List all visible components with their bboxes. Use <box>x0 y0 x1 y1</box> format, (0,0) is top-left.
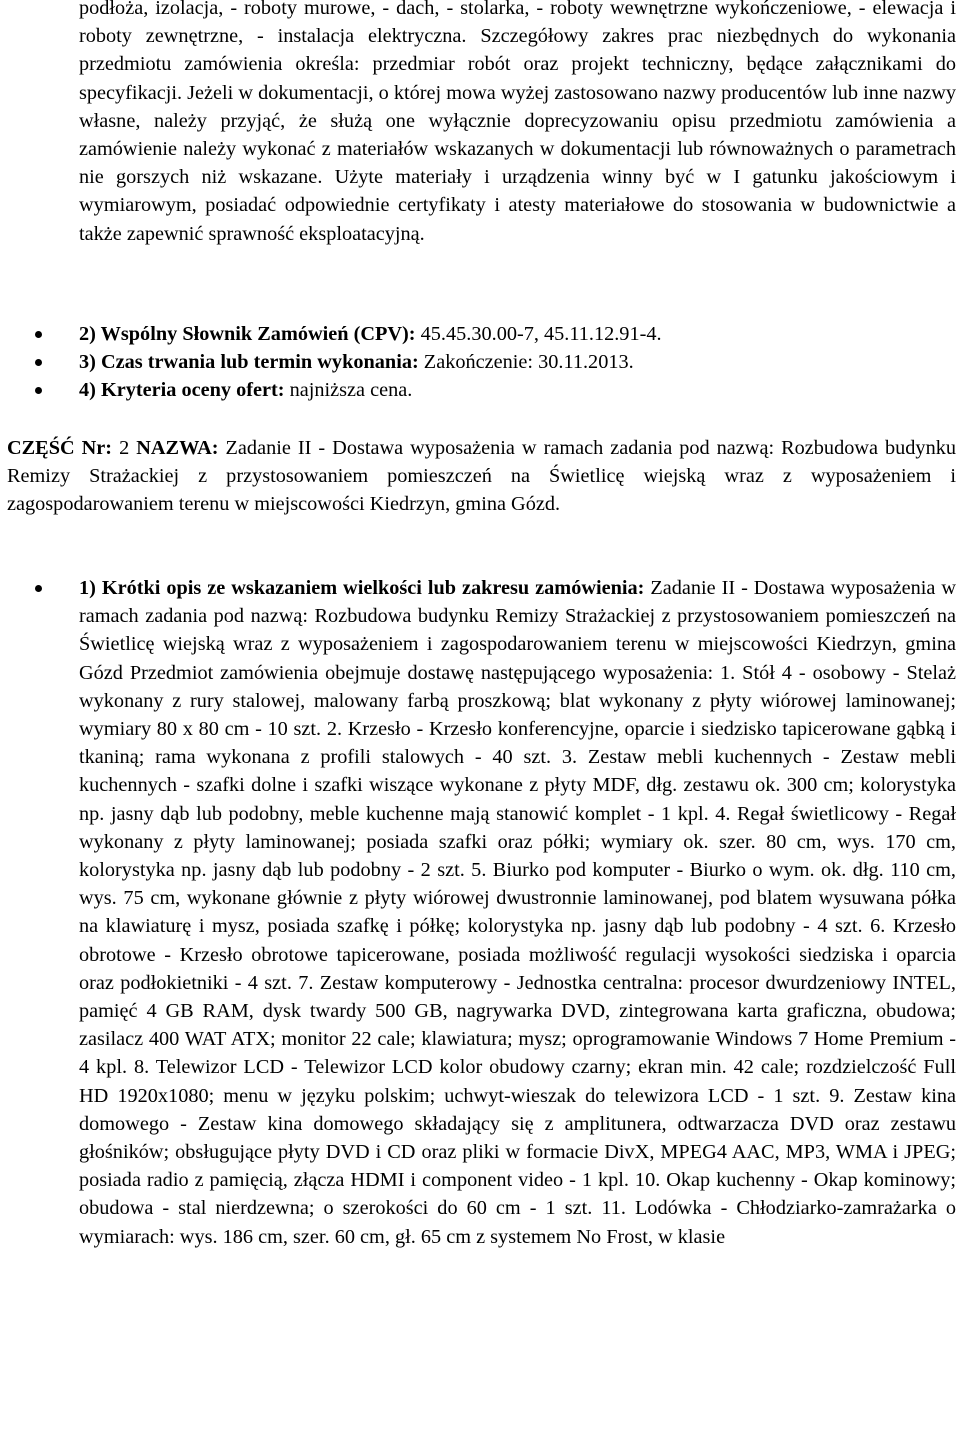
part-number-label: CZĘŚĆ Nr: <box>7 437 113 459</box>
deadline-value: Zakończenie: 30.11.2013. <box>418 351 634 374</box>
part2-heading <box>7 434 956 519</box>
bullet-icon <box>35 331 42 338</box>
cpv-label: 2) Wspólny Słownik Zamówień (CPV): <box>79 323 416 345</box>
description-text: Zadanie II - Dostawa wyposażenia w ramach zadania pod nazwą: Rozbudowa budynku Remizy Strażackiej z przystosowaniem pomieszczeń na Świetlicę wiejską wraz z wyposażeniem i zagospodarowaniem terenu w miejscowości Kiedrzyn, gmina Gózd Przedmiot zamówienia obejmuje dostawę następującego wyposażenia: 1. Stół 4 - osobowy - Stelaż wykonany z rury stalowej, malowany farbą proszkową; blat wykonany z płyty wiórowej laminowanej; wymiary 80 x 80 cm - 10 szt. 2. Krzesło - Krzesło konferencyjne, oparcie i siedzisko tapicerowane gąbką i tkaniną; rama wykonana z profili stalowych - 40 szt. 3. Zestaw mebli kuchennych - Zestaw mebli kuchennych - szafki dolne i szafki wiszące wykonane z płyty MDF, dłg. zestawu ok. 300 cm; kolorystyka np. jasny dąb lub podobny, meble kuchenne mają stanowić komplet - 1 kpl. 4. Regał świetlicowy - Regał wykonany z płyty laminowanej; posiada szafki oraz półki; wymiary ok. szer. 80 cm, wys. 170 cm, kolorystyka np. jasny dąb lub podobny - 2 szt. 5. Biurko pod komputer - Biurko o wym. ok. dłg. 110 cm, wys. 75 cm, wykonane głównie z płyty wiórowej dwustronnie laminowanej, pod blatem wysuwana półka na klawiaturę i mysz, posiada szafkę i półkę; kolorystyka np. jasny dąb lub podobny - 4 szt. 6. Krzesło obrotowe - Krzesło obrotowe tapicerowane, posiada możliwość regulacji wysokości siedziska i oparcia oraz podłokietniki - 4 szt. 7. Zestaw komputerowy - Jednostka centralna: procesor dwurdzeniowy INTEL, pamięć 4 GB RAM, dysk twardy 500 GB, nagrywarka DVD, zintegrowana karta graficzna, obudowa; zasilacz 400 WAT ATX; monitor 22 cale; klawiatura; mysz; oprogramowanie Windows 7 Home Premium - 4 kpl. 8. Telewizor LCD - Telewizor LCD kolor obudowy czarny; ekran min. 42 cale; rozdzielczość Full HD 1920x1080; menu w języku polskim; uchwyt-wieszak do telewizora LCD - 1 szt. 9. Zestaw kina domowego - Zestaw kina domowego składający się z amplitunera, odtwarzacza DVD oraz zestawu głośników; obsługujące płyty DVD i CD oraz pliki w formacie DivX, MPEG4 AAC, MP3, WMA i JPEG; posiada radio z pamięcią, złącza HDMI i component video - 1 kpl. 10. Okap kuchenny - Okap kominowy; obudowa - stal nierdzewna; o szerokości do 60 cm - 1 szt. 11. Lodówka - Chłodziarko-zamrażarka o wymiarach: wys. 186 cm, szer. 60 cm, gł. 65 cm z systemem No Frost, w klasie <box>79 577 957 1248</box>
criteria-value: najniższa cena. <box>284 379 413 402</box>
part-number-value: 2 <box>112 437 137 459</box>
criteria-label: 4) Kryteria oceny ofert: <box>79 379 285 402</box>
bullet-icon <box>35 387 42 394</box>
scope-paragraph-text: podłoża, izolacja, - roboty murowe, - dach, - stolarka, - roboty wewnętrzne wykończeniowe, - elewacja i roboty zewnętrzne, - instalacja elektryczna. Szczegółowy zakres prac niezbędnych do wykonania przedmiotu zamówienia określa: przedmiar robót oraz projekt techniczny, będące załącznikami do specyfikacji. Jeżeli w dokumentacji, o której mowa wyżej zastosowano nazwy producentów lub inne nazwy własne, należy przyjąć, że służą one wyłącznie doprecyzowaniu opisu przedmiotu zamówienia a zamówienie należy wykonać z materiałów wskazanych w dokumentacji lub równoważnych o parametrach nie gorszych niż wskazane. Użyte materiały i urządzenia winny być w I gatunku jakościowym i wymiarowym, posiadać odpowiednie certyfikaty i atesty materiałowe do stosowania w budownictwie a także zapewnić sprawność eksploatacyjną. <box>79 0 956 245</box>
part-name-label: NAZWA: <box>136 437 219 459</box>
list-item-criteria <box>0 376 956 404</box>
scope-paragraph <box>79 0 956 248</box>
list-item-cpv <box>0 320 956 348</box>
cpv-value: 45.45.30.00-7, 45.11.12.91-4. <box>415 323 662 345</box>
description-label: 1) Krótki opis ze wskazaniem wielkości lub zakresu zamówienia: <box>79 577 645 599</box>
part2-description <box>79 574 956 1251</box>
deadline-label: 3) Czas trwania lub termin wykonania: <box>79 351 419 374</box>
list-item-deadline <box>0 348 956 376</box>
part1-bullet-list <box>0 320 956 405</box>
bullet-icon <box>35 585 42 592</box>
part-name-value: Zadanie II - Dostawa wyposażenia w ramach zadania pod nazwą: Rozbudowa budynku Remizy Strażackiej z przystosowaniem pomieszczeń na Świetlicę wiejską wraz z wyposażeniem i zagospodarowaniem terenu w miejscowości Kiedrzyn, gmina Gózd. <box>7 437 956 516</box>
bullet-icon <box>35 359 42 366</box>
